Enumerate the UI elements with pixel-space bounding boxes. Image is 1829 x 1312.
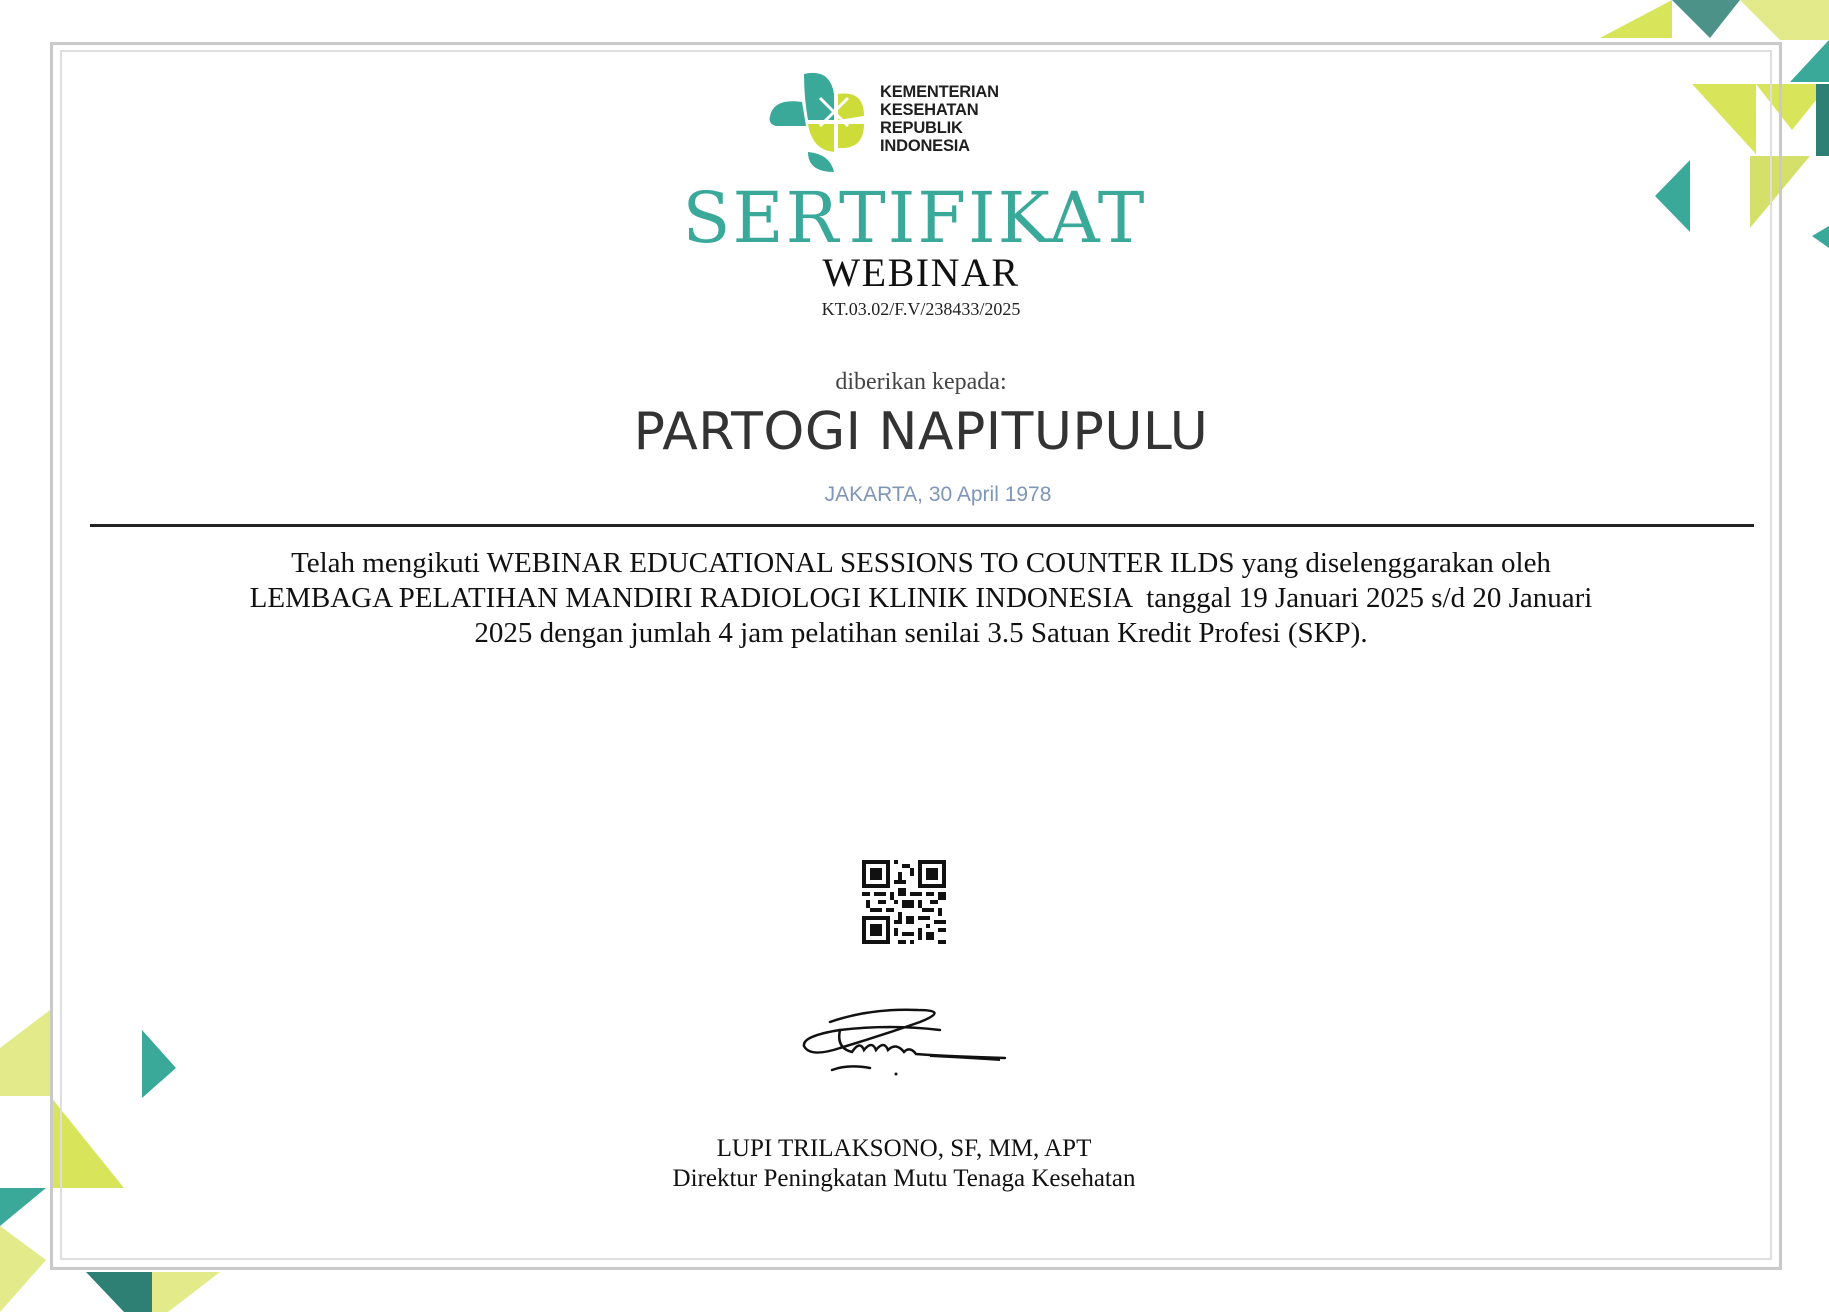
ministry-line: INDONESIA	[880, 137, 970, 155]
ministry-line: KESEHATAN	[880, 101, 979, 119]
signature-image	[800, 1000, 1010, 1082]
ministry-name	[880, 83, 999, 155]
qr-code-icon	[862, 860, 946, 944]
ministry-line: REPUBLIK	[880, 119, 963, 137]
certificate-title: SERTIFIKAT	[682, 177, 1147, 259]
divider	[90, 524, 1754, 527]
body-line: 2025 dengan jumlah 4 jam pelatihan senilai 3.5 Satuan Kredit Profesi (SKP).	[474, 617, 1368, 649]
signer-block	[0, 1134, 1808, 1194]
given-to-label: diberikan kepada:	[835, 369, 1007, 395]
recipient-name: PARTOGI NAPITUPULU	[633, 402, 1209, 462]
signer-name: LUPI TRILAKSONO, SF, MM, APT	[716, 1135, 1092, 1162]
certificate-type: WEBINAR	[822, 250, 1020, 295]
ministry-line: KEMENTERIAN	[880, 83, 999, 101]
certificate-body	[150, 546, 1692, 651]
certificate-number: KT.03.02/F.V/238433/2025	[821, 299, 1021, 319]
body-line: Telah mengikuti WEBINAR EDUCATIONAL SESSIONS TO COUNTER ILDS yang diselenggarakan oleh	[291, 547, 1551, 579]
birth-info: JAKARTA, 30 April 1978	[824, 483, 1052, 506]
signer-title: Direktur Peningkatan Mutu Tenaga Kesehatan	[672, 1165, 1136, 1192]
body-line: LEMBAGA PELATIHAN MANDIRI RADIOLOGI KLINIK INDONESIA tanggal 19 Januari 2025 s/d 20 Januari	[249, 582, 1593, 614]
